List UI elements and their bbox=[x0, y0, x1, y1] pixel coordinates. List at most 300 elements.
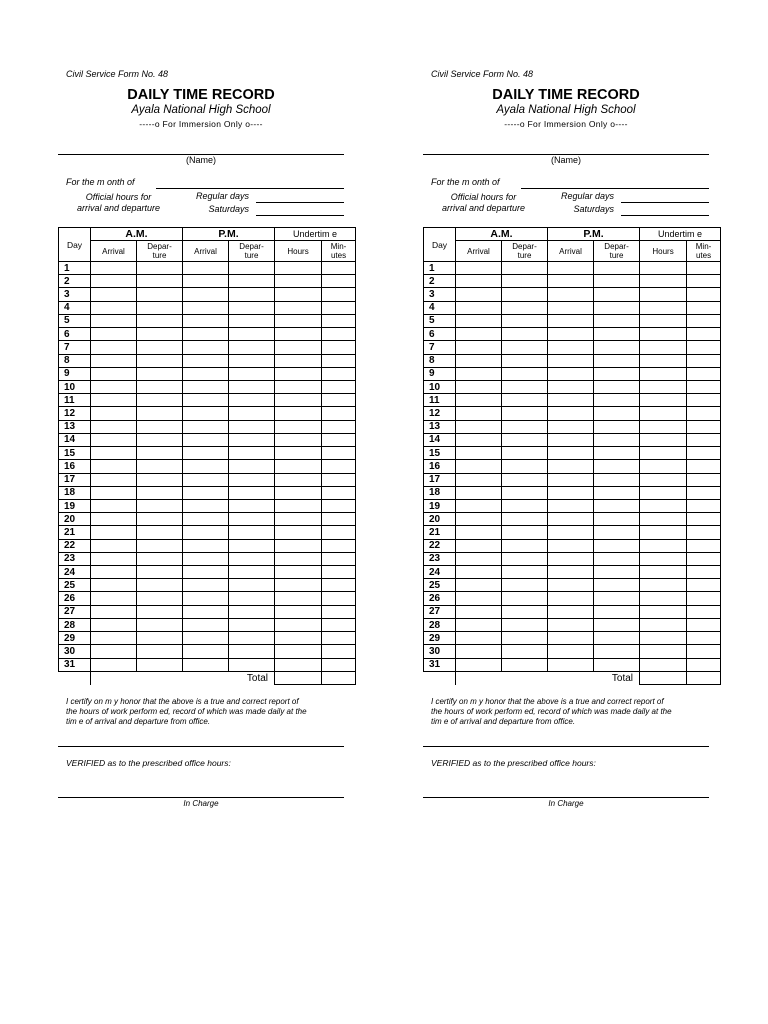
time-cell[interactable] bbox=[456, 262, 502, 275]
time-cell[interactable] bbox=[275, 552, 322, 565]
time-cell[interactable] bbox=[548, 539, 594, 552]
regular-days-line[interactable] bbox=[256, 202, 344, 203]
time-cell[interactable] bbox=[548, 328, 594, 341]
time-cell[interactable] bbox=[229, 658, 275, 671]
time-cell[interactable] bbox=[687, 420, 721, 433]
time-cell[interactable] bbox=[322, 658, 356, 671]
time-cell[interactable] bbox=[687, 592, 721, 605]
time-cell[interactable] bbox=[640, 354, 687, 367]
time-cell[interactable] bbox=[137, 301, 183, 314]
time-cell[interactable] bbox=[91, 275, 137, 288]
time-cell[interactable] bbox=[275, 605, 322, 618]
time-cell[interactable] bbox=[183, 566, 229, 579]
time-cell[interactable] bbox=[502, 632, 548, 645]
time-cell[interactable] bbox=[548, 367, 594, 380]
time-cell[interactable] bbox=[229, 288, 275, 301]
time-cell[interactable] bbox=[275, 288, 322, 301]
time-cell[interactable] bbox=[456, 380, 502, 393]
time-cell[interactable] bbox=[322, 447, 356, 460]
time-cell[interactable] bbox=[275, 460, 322, 473]
time-cell[interactable] bbox=[137, 354, 183, 367]
time-cell[interactable] bbox=[91, 618, 137, 631]
time-cell[interactable] bbox=[687, 473, 721, 486]
time-cell[interactable] bbox=[502, 460, 548, 473]
time-cell[interactable] bbox=[137, 526, 183, 539]
time-cell[interactable] bbox=[137, 632, 183, 645]
saturdays-line[interactable] bbox=[256, 215, 344, 216]
time-cell[interactable] bbox=[548, 513, 594, 526]
time-cell[interactable] bbox=[456, 394, 502, 407]
time-cell[interactable] bbox=[322, 566, 356, 579]
time-cell[interactable] bbox=[91, 460, 137, 473]
time-cell[interactable] bbox=[322, 632, 356, 645]
time-cell[interactable] bbox=[640, 380, 687, 393]
time-cell[interactable] bbox=[640, 579, 687, 592]
time-cell[interactable] bbox=[456, 579, 502, 592]
time-cell[interactable] bbox=[183, 301, 229, 314]
time-cell[interactable] bbox=[594, 447, 640, 460]
month-line[interactable] bbox=[156, 188, 344, 189]
time-cell[interactable] bbox=[687, 275, 721, 288]
time-cell[interactable] bbox=[183, 618, 229, 631]
time-cell[interactable] bbox=[594, 460, 640, 473]
time-cell[interactable] bbox=[548, 486, 594, 499]
time-cell[interactable] bbox=[91, 473, 137, 486]
time-cell[interactable] bbox=[548, 460, 594, 473]
time-cell[interactable] bbox=[594, 380, 640, 393]
time-cell[interactable] bbox=[183, 275, 229, 288]
time-cell[interactable] bbox=[137, 433, 183, 446]
time-cell[interactable] bbox=[183, 328, 229, 341]
time-cell[interactable] bbox=[640, 275, 687, 288]
time-cell[interactable] bbox=[594, 328, 640, 341]
time-cell[interactable] bbox=[594, 605, 640, 618]
time-cell[interactable] bbox=[183, 486, 229, 499]
time-cell[interactable] bbox=[322, 301, 356, 314]
time-cell[interactable] bbox=[548, 552, 594, 565]
time-cell[interactable] bbox=[322, 407, 356, 420]
time-cell[interactable] bbox=[640, 632, 687, 645]
time-cell[interactable] bbox=[229, 592, 275, 605]
time-cell[interactable] bbox=[137, 367, 183, 380]
signature-line[interactable] bbox=[58, 746, 344, 747]
time-cell[interactable] bbox=[91, 288, 137, 301]
time-cell[interactable] bbox=[548, 275, 594, 288]
time-cell[interactable] bbox=[594, 433, 640, 446]
time-cell[interactable] bbox=[594, 486, 640, 499]
time-cell[interactable] bbox=[183, 341, 229, 354]
time-cell[interactable] bbox=[548, 526, 594, 539]
time-cell[interactable] bbox=[322, 433, 356, 446]
time-cell[interactable] bbox=[137, 658, 183, 671]
time-cell[interactable] bbox=[594, 341, 640, 354]
time-cell[interactable] bbox=[322, 354, 356, 367]
time-cell[interactable] bbox=[502, 341, 548, 354]
time-cell[interactable] bbox=[183, 552, 229, 565]
time-cell[interactable] bbox=[137, 380, 183, 393]
time-cell[interactable] bbox=[137, 460, 183, 473]
time-cell[interactable] bbox=[456, 592, 502, 605]
time-cell[interactable] bbox=[640, 499, 687, 512]
time-cell[interactable] bbox=[183, 658, 229, 671]
time-cell[interactable] bbox=[502, 354, 548, 367]
time-cell[interactable] bbox=[322, 592, 356, 605]
time-cell[interactable] bbox=[548, 645, 594, 658]
time-cell[interactable] bbox=[91, 301, 137, 314]
time-cell[interactable] bbox=[137, 566, 183, 579]
time-cell[interactable] bbox=[502, 592, 548, 605]
time-cell[interactable] bbox=[183, 380, 229, 393]
time-cell[interactable] bbox=[91, 380, 137, 393]
time-cell[interactable] bbox=[275, 486, 322, 499]
time-cell[interactable] bbox=[456, 447, 502, 460]
time-cell[interactable] bbox=[91, 645, 137, 658]
time-cell[interactable] bbox=[183, 632, 229, 645]
time-cell[interactable] bbox=[137, 407, 183, 420]
time-cell[interactable] bbox=[456, 486, 502, 499]
time-cell[interactable] bbox=[137, 420, 183, 433]
time-cell[interactable] bbox=[229, 354, 275, 367]
time-cell[interactable] bbox=[183, 460, 229, 473]
time-cell[interactable] bbox=[183, 354, 229, 367]
time-cell[interactable] bbox=[687, 314, 721, 327]
time-cell[interactable] bbox=[137, 513, 183, 526]
time-cell[interactable] bbox=[456, 407, 502, 420]
time-cell[interactable] bbox=[183, 579, 229, 592]
in-charge-signature-line[interactable] bbox=[423, 797, 709, 798]
time-cell[interactable] bbox=[594, 262, 640, 275]
total-cell[interactable] bbox=[687, 671, 721, 684]
time-cell[interactable] bbox=[640, 460, 687, 473]
time-cell[interactable] bbox=[91, 499, 137, 512]
time-cell[interactable] bbox=[548, 433, 594, 446]
time-cell[interactable] bbox=[502, 275, 548, 288]
time-cell[interactable] bbox=[502, 288, 548, 301]
time-cell[interactable] bbox=[640, 301, 687, 314]
time-cell[interactable] bbox=[594, 658, 640, 671]
time-cell[interactable] bbox=[229, 328, 275, 341]
time-cell[interactable] bbox=[229, 526, 275, 539]
time-cell[interactable] bbox=[594, 288, 640, 301]
time-cell[interactable] bbox=[640, 314, 687, 327]
time-cell[interactable] bbox=[275, 526, 322, 539]
time-cell[interactable] bbox=[594, 566, 640, 579]
time-cell[interactable] bbox=[548, 566, 594, 579]
time-cell[interactable] bbox=[322, 486, 356, 499]
time-cell[interactable] bbox=[594, 314, 640, 327]
time-cell[interactable] bbox=[640, 447, 687, 460]
time-cell[interactable] bbox=[502, 566, 548, 579]
time-cell[interactable] bbox=[137, 552, 183, 565]
time-cell[interactable] bbox=[229, 407, 275, 420]
time-cell[interactable] bbox=[548, 262, 594, 275]
time-cell[interactable] bbox=[91, 658, 137, 671]
time-cell[interactable] bbox=[275, 499, 322, 512]
time-cell[interactable] bbox=[548, 288, 594, 301]
time-cell[interactable] bbox=[322, 645, 356, 658]
time-cell[interactable] bbox=[594, 579, 640, 592]
time-cell[interactable] bbox=[548, 473, 594, 486]
time-cell[interactable] bbox=[322, 367, 356, 380]
time-cell[interactable] bbox=[183, 407, 229, 420]
time-cell[interactable] bbox=[456, 645, 502, 658]
time-cell[interactable] bbox=[456, 473, 502, 486]
time-cell[interactable] bbox=[229, 341, 275, 354]
time-cell[interactable] bbox=[687, 658, 721, 671]
time-cell[interactable] bbox=[229, 447, 275, 460]
time-cell[interactable] bbox=[275, 592, 322, 605]
time-cell[interactable] bbox=[594, 539, 640, 552]
time-cell[interactable] bbox=[502, 447, 548, 460]
time-cell[interactable] bbox=[229, 579, 275, 592]
time-cell[interactable] bbox=[322, 499, 356, 512]
time-cell[interactable] bbox=[594, 499, 640, 512]
month-line[interactable] bbox=[521, 188, 709, 189]
time-cell[interactable] bbox=[687, 632, 721, 645]
time-cell[interactable] bbox=[502, 380, 548, 393]
time-cell[interactable] bbox=[229, 380, 275, 393]
time-cell[interactable] bbox=[594, 513, 640, 526]
time-cell[interactable] bbox=[322, 618, 356, 631]
time-cell[interactable] bbox=[229, 499, 275, 512]
time-cell[interactable] bbox=[640, 328, 687, 341]
time-cell[interactable] bbox=[229, 632, 275, 645]
total-cell[interactable] bbox=[275, 671, 322, 684]
signature-line[interactable] bbox=[423, 746, 709, 747]
time-cell[interactable] bbox=[687, 354, 721, 367]
time-cell[interactable] bbox=[548, 632, 594, 645]
time-cell[interactable] bbox=[548, 605, 594, 618]
time-cell[interactable] bbox=[275, 407, 322, 420]
time-cell[interactable] bbox=[229, 618, 275, 631]
time-cell[interactable] bbox=[594, 473, 640, 486]
time-cell[interactable] bbox=[275, 328, 322, 341]
time-cell[interactable] bbox=[275, 420, 322, 433]
time-cell[interactable] bbox=[229, 275, 275, 288]
time-cell[interactable] bbox=[275, 380, 322, 393]
time-cell[interactable] bbox=[183, 539, 229, 552]
time-cell[interactable] bbox=[456, 420, 502, 433]
time-cell[interactable] bbox=[456, 460, 502, 473]
time-cell[interactable] bbox=[594, 632, 640, 645]
time-cell[interactable] bbox=[502, 645, 548, 658]
time-cell[interactable] bbox=[456, 539, 502, 552]
time-cell[interactable] bbox=[456, 341, 502, 354]
time-cell[interactable] bbox=[322, 526, 356, 539]
time-cell[interactable] bbox=[137, 328, 183, 341]
time-cell[interactable] bbox=[275, 262, 322, 275]
time-cell[interactable] bbox=[322, 473, 356, 486]
time-cell[interactable] bbox=[456, 328, 502, 341]
time-cell[interactable] bbox=[91, 605, 137, 618]
time-cell[interactable] bbox=[456, 314, 502, 327]
time-cell[interactable] bbox=[687, 499, 721, 512]
time-cell[interactable] bbox=[137, 499, 183, 512]
time-cell[interactable] bbox=[548, 447, 594, 460]
time-cell[interactable] bbox=[275, 394, 322, 407]
time-cell[interactable] bbox=[229, 262, 275, 275]
time-cell[interactable] bbox=[183, 592, 229, 605]
time-cell[interactable] bbox=[687, 301, 721, 314]
time-cell[interactable] bbox=[548, 407, 594, 420]
time-cell[interactable] bbox=[502, 473, 548, 486]
time-cell[interactable] bbox=[275, 539, 322, 552]
time-cell[interactable] bbox=[137, 592, 183, 605]
time-cell[interactable] bbox=[91, 566, 137, 579]
time-cell[interactable] bbox=[502, 367, 548, 380]
time-cell[interactable] bbox=[275, 632, 322, 645]
time-cell[interactable] bbox=[137, 605, 183, 618]
time-cell[interactable] bbox=[229, 645, 275, 658]
time-cell[interactable] bbox=[548, 618, 594, 631]
time-cell[interactable] bbox=[502, 314, 548, 327]
time-cell[interactable] bbox=[91, 433, 137, 446]
time-cell[interactable] bbox=[229, 473, 275, 486]
time-cell[interactable] bbox=[183, 513, 229, 526]
in-charge-signature-line[interactable] bbox=[58, 797, 344, 798]
time-cell[interactable] bbox=[687, 566, 721, 579]
time-cell[interactable] bbox=[183, 433, 229, 446]
time-cell[interactable] bbox=[275, 447, 322, 460]
time-cell[interactable] bbox=[183, 447, 229, 460]
time-cell[interactable] bbox=[183, 645, 229, 658]
time-cell[interactable] bbox=[275, 433, 322, 446]
time-cell[interactable] bbox=[229, 566, 275, 579]
time-cell[interactable] bbox=[91, 526, 137, 539]
time-cell[interactable] bbox=[687, 394, 721, 407]
time-cell[interactable] bbox=[137, 447, 183, 460]
time-cell[interactable] bbox=[275, 367, 322, 380]
time-cell[interactable] bbox=[502, 301, 548, 314]
time-cell[interactable] bbox=[640, 420, 687, 433]
time-cell[interactable] bbox=[91, 341, 137, 354]
time-cell[interactable] bbox=[548, 380, 594, 393]
time-cell[interactable] bbox=[594, 275, 640, 288]
time-cell[interactable] bbox=[137, 288, 183, 301]
time-cell[interactable] bbox=[687, 341, 721, 354]
time-cell[interactable] bbox=[275, 301, 322, 314]
time-cell[interactable] bbox=[502, 658, 548, 671]
time-cell[interactable] bbox=[275, 354, 322, 367]
time-cell[interactable] bbox=[687, 262, 721, 275]
time-cell[interactable] bbox=[640, 539, 687, 552]
time-cell[interactable] bbox=[183, 526, 229, 539]
time-cell[interactable] bbox=[687, 288, 721, 301]
time-cell[interactable] bbox=[322, 394, 356, 407]
time-cell[interactable] bbox=[640, 433, 687, 446]
time-cell[interactable] bbox=[456, 433, 502, 446]
time-cell[interactable] bbox=[640, 658, 687, 671]
time-cell[interactable] bbox=[91, 394, 137, 407]
time-cell[interactable] bbox=[229, 552, 275, 565]
time-cell[interactable] bbox=[687, 513, 721, 526]
time-cell[interactable] bbox=[137, 341, 183, 354]
time-cell[interactable] bbox=[229, 486, 275, 499]
time-cell[interactable] bbox=[640, 592, 687, 605]
time-cell[interactable] bbox=[594, 407, 640, 420]
time-cell[interactable] bbox=[548, 499, 594, 512]
time-cell[interactable] bbox=[502, 407, 548, 420]
time-cell[interactable] bbox=[640, 367, 687, 380]
time-cell[interactable] bbox=[91, 367, 137, 380]
time-cell[interactable] bbox=[91, 552, 137, 565]
total-cell[interactable] bbox=[640, 671, 687, 684]
time-cell[interactable] bbox=[322, 262, 356, 275]
time-cell[interactable] bbox=[502, 433, 548, 446]
time-cell[interactable] bbox=[687, 447, 721, 460]
time-cell[interactable] bbox=[548, 341, 594, 354]
time-cell[interactable] bbox=[91, 632, 137, 645]
time-cell[interactable] bbox=[229, 605, 275, 618]
time-cell[interactable] bbox=[640, 566, 687, 579]
time-cell[interactable] bbox=[687, 433, 721, 446]
time-cell[interactable] bbox=[502, 420, 548, 433]
time-cell[interactable] bbox=[91, 539, 137, 552]
time-cell[interactable] bbox=[502, 328, 548, 341]
time-cell[interactable] bbox=[229, 539, 275, 552]
time-cell[interactable] bbox=[183, 473, 229, 486]
time-cell[interactable] bbox=[229, 394, 275, 407]
time-cell[interactable] bbox=[687, 539, 721, 552]
time-cell[interactable] bbox=[548, 592, 594, 605]
time-cell[interactable] bbox=[594, 526, 640, 539]
time-cell[interactable] bbox=[275, 618, 322, 631]
time-cell[interactable] bbox=[275, 645, 322, 658]
time-cell[interactable] bbox=[275, 314, 322, 327]
time-cell[interactable] bbox=[322, 579, 356, 592]
time-cell[interactable] bbox=[687, 645, 721, 658]
time-cell[interactable] bbox=[548, 394, 594, 407]
time-cell[interactable] bbox=[137, 486, 183, 499]
time-cell[interactable] bbox=[502, 513, 548, 526]
time-cell[interactable] bbox=[687, 460, 721, 473]
time-cell[interactable] bbox=[502, 579, 548, 592]
time-cell[interactable] bbox=[687, 552, 721, 565]
time-cell[interactable] bbox=[137, 579, 183, 592]
time-cell[interactable] bbox=[456, 658, 502, 671]
time-cell[interactable] bbox=[456, 288, 502, 301]
time-cell[interactable] bbox=[322, 605, 356, 618]
time-cell[interactable] bbox=[275, 275, 322, 288]
time-cell[interactable] bbox=[137, 618, 183, 631]
time-cell[interactable] bbox=[322, 341, 356, 354]
regular-days-line[interactable] bbox=[621, 202, 709, 203]
time-cell[interactable] bbox=[229, 367, 275, 380]
time-cell[interactable] bbox=[91, 314, 137, 327]
time-cell[interactable] bbox=[183, 262, 229, 275]
time-cell[interactable] bbox=[640, 262, 687, 275]
time-cell[interactable] bbox=[229, 420, 275, 433]
time-cell[interactable] bbox=[502, 394, 548, 407]
time-cell[interactable] bbox=[322, 460, 356, 473]
time-cell[interactable] bbox=[640, 341, 687, 354]
time-cell[interactable] bbox=[640, 486, 687, 499]
time-cell[interactable] bbox=[91, 354, 137, 367]
time-cell[interactable] bbox=[502, 618, 548, 631]
time-cell[interactable] bbox=[322, 380, 356, 393]
time-cell[interactable] bbox=[183, 499, 229, 512]
time-cell[interactable] bbox=[548, 579, 594, 592]
time-cell[interactable] bbox=[456, 552, 502, 565]
time-cell[interactable] bbox=[275, 579, 322, 592]
time-cell[interactable] bbox=[640, 473, 687, 486]
time-cell[interactable] bbox=[322, 275, 356, 288]
time-cell[interactable] bbox=[640, 407, 687, 420]
time-cell[interactable] bbox=[456, 632, 502, 645]
time-cell[interactable] bbox=[91, 486, 137, 499]
time-cell[interactable] bbox=[456, 275, 502, 288]
time-cell[interactable] bbox=[594, 552, 640, 565]
